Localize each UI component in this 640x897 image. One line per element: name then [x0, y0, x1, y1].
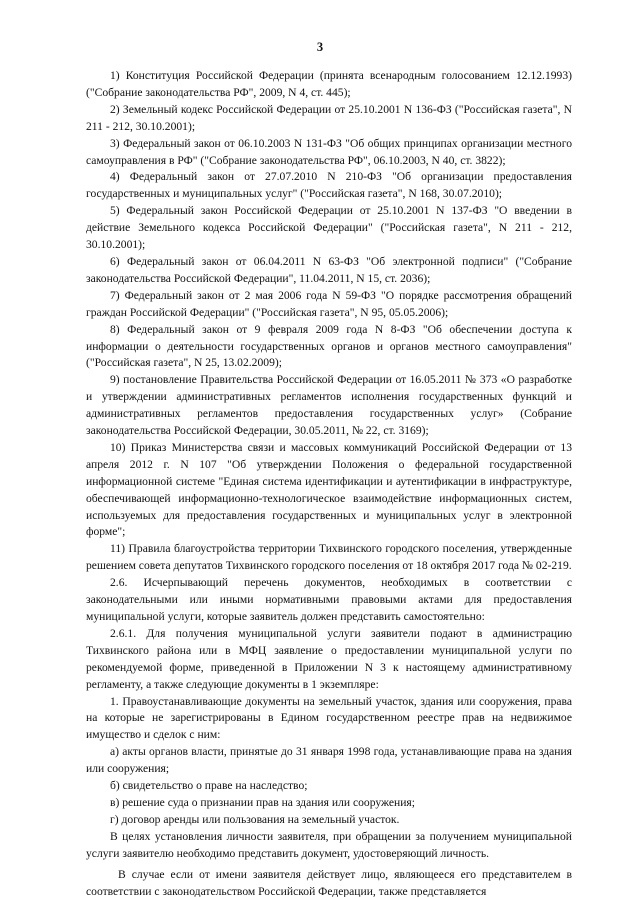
- document-list-item-c: в) решение суда о признании прав на здания или сооружения;: [110, 795, 415, 809]
- paragraph-item-4: 4) Федеральный закон от 27.07.2010 N 210-ФЗ "Об организации предоставления государственных и муниципальных услуг" ("Российская газета", N 168, 30.07.2010);: [86, 170, 572, 201]
- document-list-item-b: б) свидетельство о праве на наследство;: [110, 779, 308, 793]
- page-number: 3: [316, 40, 324, 54]
- paragraph-item-8: 8) Федеральный закон от 9 февраля 2009 года N 8-ФЗ "Об обеспечении доступа к информации о деятельности государственных органов и органов местного самоуправления" ("Российская газета", N 25, 13.02.2009);: [86, 322, 572, 370]
- paragraph-item-10: 10) Приказ Министерства связи и массовых коммуникаций Российской Федерации от 13 апреля 2012 г. N 107 "Об утверждении Положения о федеральной государственной информационной системе "Единая система идентификации и аутентификации в инфраструктуре, обеспечивающей информационно-технологическое взаимодействие информационных систем, используемых для предоставления государственных и муниципальных услуг в электронной форме";: [86, 440, 572, 539]
- section-2-6-heading: 2.6. Исчерпывающий перечень документов, необходимых в соответствии с законодательными или иными нормативными правовыми актами для предоставления муниципальной услуги, которые заявитель должен представить самостоятельно:: [86, 576, 572, 623]
- paragraph-item-5: 5) Федеральный закон Российской Федерации от 25.10.2001 N 137-ФЗ "О введении в действие Земельного кодекса Российской Федерации" ("Российская газета", N 211 - 212, 30.10.2001);: [86, 204, 572, 252]
- paragraph-item-9: 9) постановление Правительства Российской Федерации от 16.05.2011 № 373 «О разработке и утверждении административных регламентов исполнения государственных функций и административных регламентов предоставления государственных услуг» (Собрание законодательства Российской Федерации, 30.05.2011, № 22, ст. 3169);: [86, 373, 572, 438]
- document-list-intro: 1. Правоустанавливающие документы на земельный участок, здания или сооружения, права на которые не зарегистрированы в Едином государственном реестре прав на недвижимое имущество и сделок с ним:: [86, 694, 572, 742]
- representative-paragraph: В случае если от имени заявителя действует лицо, являющееся его представителем в соответствии с законодательством Российской Федерации, также представляется: [86, 867, 572, 897]
- paragraph-item-7: 7) Федеральный закон от 2 мая 2006 года N 59-ФЗ "О порядке рассмотрения обращений граждан Российской Федерации" ("Российская газета", N 95, 05.05.2006);: [86, 288, 572, 319]
- section-2-6-1-paragraph: 2.6.1. Для получения муниципальной услуги заявители подают в администрацию Тихвинского района или в МФЦ заявление о предоставлении муниципальной услуги по рекомендуемой форме, приведенной в Приложении N 3 к настоящему административному регламенту, а также следующие документы в 1 экземпляре:: [86, 626, 572, 691]
- identity-paragraph: В целях установления личности заявителя, при обращении за получением муниципальной услуги заявителю необходимо представить документ, удостоверяющий личность.: [86, 829, 572, 860]
- paragraph-item-11: 11) Правила благоустройства территории Тихвинского городского поселения, утвержденные решением совета депутатов Тихвинского городского поселения от 18 октября 2017 года № 02-219.: [86, 542, 572, 573]
- document-list-item-a: а) акты органов власти, принятые до 31 января 1998 года, устанавливающие права на здания или сооружения;: [86, 745, 572, 776]
- paragraph-item-1: 1) Конституция Российской Федерации (принята всенародным голосованием 12.12.1993) ("Собрание законодательства РФ", 2009, N 4, ст. 445);: [86, 69, 572, 99]
- paragraph-item-2: 2) Земельный кодекс Российской Федерации от 25.10.2001 N 136-ФЗ ("Российская газета", N 211 - 212, 30.10.2001);: [86, 102, 572, 133]
- document-list-item-d: г) договор аренды или пользования на земельный участок.: [110, 812, 400, 826]
- paragraph-item-6: 6) Федеральный закон от 06.04.2011 N 63-ФЗ "Об электронной подписи" ("Собрание законодательства Российской Федерации", 11.04.2011, N 15, ст. 2036);: [86, 254, 572, 285]
- paragraph-item-3: 3) Федеральный закон от 06.10.2003 N 131-ФЗ "Об общих принципах организации местного самоуправления в РФ" ("Собрание законодательства РФ", 06.10.2003, N 40, ст. 3822);: [86, 136, 572, 167]
- document-body: [86, 68, 572, 897]
